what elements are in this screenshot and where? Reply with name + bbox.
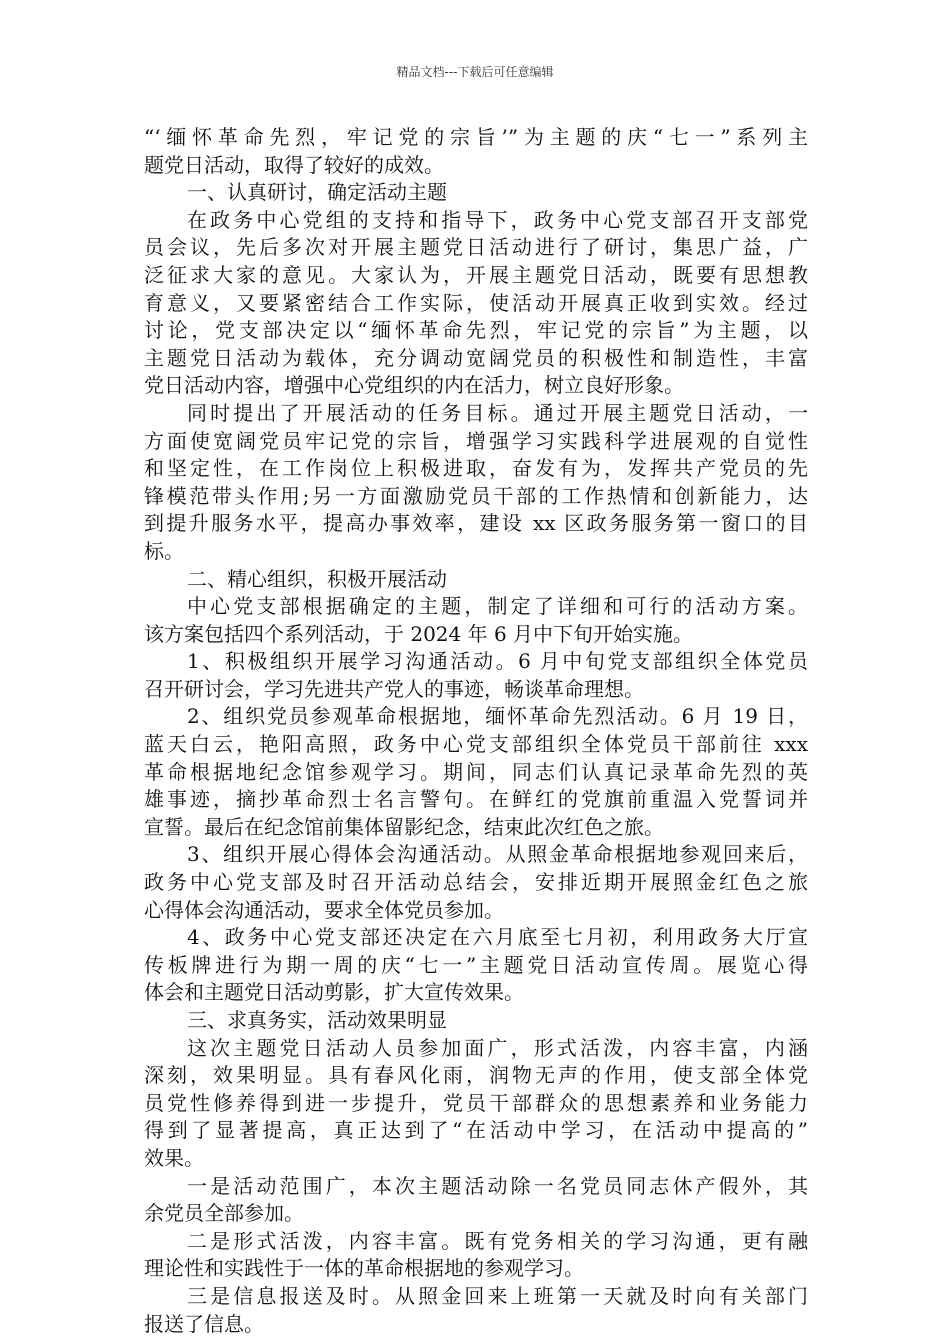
text-line: “‘缅怀革命先烈，牢记党的宗旨’”为主题的庆“七一”系列主 xyxy=(144,125,808,149)
text-line: 得到了显著提高，真正达到了“在活动中学习，在活动中提高的” xyxy=(144,1118,808,1143)
text-line: 员党性修养得到进一步提升，党员干部群众的思想素养和业务能力 xyxy=(144,1090,808,1115)
document-body xyxy=(144,124,808,1338)
text-line: 题党日活动，取得了较好的成效。 xyxy=(144,152,444,177)
text-line: 讨论，党支部决定以“缅怀革命先烈，牢记党的宗旨”为主题，以 xyxy=(144,318,808,343)
text-line: 报送了信息。 xyxy=(144,1311,264,1336)
text-line: 余党员全部参加。 xyxy=(144,1201,304,1226)
text-line: 二是形式活泼，内容丰富。既有党务相关的学习沟通，更有融 xyxy=(187,1228,808,1253)
paragraph xyxy=(144,841,808,924)
text-line: 深刻，效果明显。具有春风化雨，润物无声的作用，使支部全体党 xyxy=(144,1063,808,1088)
text-line: 3、组织开展心得体会沟通活动。从照金革命根据地参观回来后， xyxy=(187,842,808,867)
paragraph xyxy=(144,207,808,400)
text-line: 党日活动内容，增强中心党组织的内在活力，树立良好形象。 xyxy=(144,373,684,398)
text-line: 方面使宽阔党员牢记党的宗旨，增强学习实践科学进展观的自觉性 xyxy=(144,428,808,453)
paragraph xyxy=(144,593,808,648)
section-heading xyxy=(144,179,808,207)
text-line: 该方案包括四个系列活动，于 2024 年 6 月中下旬开始实施。 xyxy=(144,621,694,646)
text-line: 政务中心党支部及时召开活动总结会，安排近期开展照金红色之旅 xyxy=(144,870,808,895)
text-line: 召开研讨会，学习先进共产党人的事迹，畅谈革命理想。 xyxy=(144,676,644,701)
text-line: 员会议，先后多次对开展主题党日活动进行了研讨，集思广益，广 xyxy=(144,235,808,260)
text-line: 革命根据地纪念馆参观学习。期间，同志们认真记录革命先烈的英 xyxy=(144,759,808,784)
text-line: 2、组织党员参观革命根据地，缅怀革命先烈活动。6 月 19 日， xyxy=(187,704,808,729)
text-line: 在政务中心党组的支持和指导下，政务中心党支部召开支部党 xyxy=(187,207,808,232)
text-line: 宣誓。最后在纪念馆前集体留影纪念，结束此次红色之旅。 xyxy=(144,814,664,839)
text-line: 传板牌进行为期一周的庆“七一”主题党日活动宣传周。展览心得 xyxy=(144,952,808,977)
text-line: 心得体会沟通活动，要求全体党员参加。 xyxy=(144,897,504,922)
text-line: 一是活动范围广，本次主题活动除一名党员同志休产假外，其 xyxy=(187,1173,808,1198)
paragraph xyxy=(144,1283,808,1338)
text-line: 4、政务中心党支部还决定在六月底至七月初，利用政务大厅宣 xyxy=(187,925,808,950)
section-heading xyxy=(144,1007,808,1035)
text-line: 中心党支部根据确定的主题，制定了详细和可行的活动方案。 xyxy=(187,594,808,619)
text-line: 标。 xyxy=(144,538,184,563)
text-line: 育意义，又要紧密结合工作实际，使活动开展真正收到实效。经过 xyxy=(144,290,808,315)
page-header: 精品文档---下载后可任意编辑 xyxy=(396,65,554,79)
text-line: 雄事迹，摘抄革命烈士名言警句。在鲜红的党旗前重温入党誓词并 xyxy=(144,787,808,812)
paragraph xyxy=(144,1035,808,1173)
text-line: 理论性和实践性于一体的革命根据地的参观学习。 xyxy=(144,1256,584,1281)
text-line: 效果。 xyxy=(144,1145,204,1170)
text-line: 蓝天白云，艳阳高照，政务中心党支部组织全体党员干部前往 xxx xyxy=(144,732,808,757)
text-line: 三是信息报送及时。从照金回来上班第一天就及时向有关部门 xyxy=(187,1283,808,1308)
text-line: 和坚定性，在工作岗位上积极进取，奋发有为，发挥共产党员的先 xyxy=(144,456,808,481)
paragraph xyxy=(144,400,808,566)
text-line: 一、认真研讨，确定活动主题 xyxy=(187,180,447,205)
paragraph xyxy=(144,1228,808,1283)
text-line: 同时提出了开展活动的任务目标。通过开展主题党日活动，一 xyxy=(187,400,808,425)
paragraph xyxy=(144,1173,808,1228)
text-line: 这次主题党日活动人员参加面广，形式活泼，内容丰富，内涵 xyxy=(187,1035,808,1060)
text-line: 锋模范带头作用;另一方面激励党员干部的工作热情和创新能力，达 xyxy=(144,483,808,508)
text-line: 1、积极组织开展学习沟通活动。6 月中旬党支部组织全体党员 xyxy=(187,649,808,674)
paragraph xyxy=(144,924,808,1007)
paragraph xyxy=(144,703,808,841)
text-line: 三、求真务实，活动效果明显 xyxy=(187,1008,447,1032)
paragraph xyxy=(144,124,808,179)
text-line: 泛征求大家的意见。大家认为，开展主题党日活动，既要有思想教 xyxy=(144,262,808,287)
text-line: 二、精心组织，积极开展活动 xyxy=(187,566,447,591)
text-line: 主题党日活动为载体，充分调动宽阔党员的积极性和制造性，丰富 xyxy=(144,345,808,370)
section-heading xyxy=(144,566,808,594)
paragraph xyxy=(144,648,808,703)
text-line: 体会和主题党日活动剪影，扩大宣传效果。 xyxy=(144,980,524,1005)
text-line: 到提升服务水平，提高办事效率，建设 xx 区政务服务第一窗口的目 xyxy=(144,511,808,536)
